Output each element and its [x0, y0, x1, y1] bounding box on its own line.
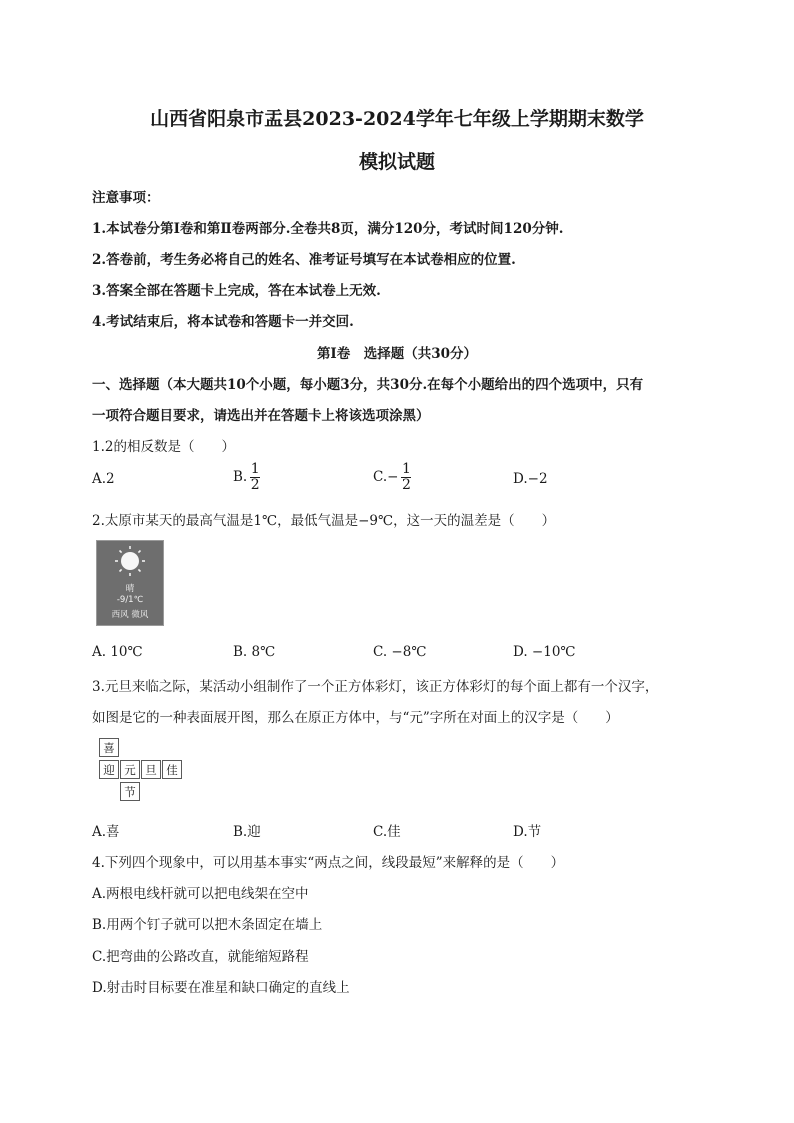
- q2-option-a: A. 10℃: [92, 644, 143, 660]
- q2-option-c: C. −8℃: [373, 644, 427, 660]
- notice-heading: 注意事项：: [92, 190, 160, 206]
- q1-stem: 1.2的相反数是（ ）: [92, 439, 235, 455]
- weather-card: [96, 540, 164, 626]
- net-cell-row-3: 旦: [141, 760, 161, 779]
- q2-option-d: D. −10℃: [513, 644, 576, 660]
- section-title: 第Ⅰ卷 选择题（共30分）: [316, 346, 478, 362]
- weather-temperature: -9/1℃: [116, 595, 144, 605]
- q3-stem-line1: 3.元旦来临之际，某活动小组制作了一个正方体彩灯，该正方体彩灯的每个面上都有一个汉字，: [92, 679, 659, 695]
- weather-condition: 晴: [125, 584, 135, 594]
- q1-option-b-numerator: 1: [250, 461, 260, 477]
- notice-item-3: 3.答案全部在答题卡上完成，答在本试卷上无效.: [92, 283, 381, 299]
- q4-option-a: A.两根电线杆就可以把电线架在空中: [92, 886, 309, 902]
- net-cell-row-2: 元: [120, 760, 140, 779]
- sun-icon: [114, 545, 146, 577]
- net-cell-row-1: 迎: [99, 760, 119, 779]
- q1-option-b: [233, 462, 260, 493]
- page-subtitle: 模拟试题: [358, 151, 435, 173]
- q3-option-a: A.喜: [92, 824, 120, 840]
- section-instruction-line1: 一、选择题（本大题共10个小题，每小题3分，共30分.在每个小题给出的四个选项中，只有: [92, 377, 644, 393]
- q2-option-b: B. 8℃: [233, 644, 276, 660]
- q3-stem-line2: 如图是它的一种表面展开图，那么在原正方体中，与“元”字所在对面上的汉字是（ ）: [92, 710, 619, 726]
- q1-option-c-fraction: [401, 462, 411, 493]
- page-title: 山西省阳泉市盂县2023-2024学年七年级上学期期末数学: [150, 108, 644, 130]
- q3-option-c: C.佳: [373, 824, 401, 840]
- q3-option-b: B.迎: [233, 824, 261, 840]
- notice-item-2: 2.答卷前，考生务必将自己的姓名、准考证号填写在本试卷相应的位置.: [92, 252, 516, 268]
- q4-option-c: C.把弯曲的公路改直，就能缩短路程: [92, 949, 309, 965]
- q1-option-a: A.2: [92, 471, 115, 487]
- q1-option-d: D.−2: [513, 471, 548, 487]
- q2-stem: 2.太原市某天的最高气温是1℃，最低气温是−9℃，这一天的温差是（ ）: [92, 513, 556, 529]
- net-cell-row-4: 佳: [162, 760, 182, 779]
- q3-option-d: D.节: [513, 824, 542, 840]
- q1-option-b-denominator: 2: [250, 477, 260, 493]
- section-instruction-line2: 一项符合题目要求，请选出并在答题卡上将该选项涂黑）: [92, 408, 430, 424]
- q1-option-b-fraction: [250, 462, 260, 493]
- q4-stem: 4.下列四个现象中，可以用基本事实“两点之间，线段最短”来解释的是（ ）: [92, 855, 565, 871]
- notice-item-4: 4.考试结束后，将本试卷和答题卡一并交回.: [92, 314, 354, 330]
- q1-option-c-denominator: 2: [401, 477, 411, 493]
- notice-item-1: 1.本试卷分第Ⅰ卷和第Ⅱ卷两部分.全卷共8页，满分120分，考试时间120分钟.: [92, 221, 564, 237]
- q1-option-b-prefix: B.: [233, 469, 248, 485]
- q1-option-c-numerator: 1: [401, 461, 411, 477]
- net-cell-bottom: 节: [120, 782, 140, 801]
- q1-option-c-prefix: C.−: [373, 469, 399, 485]
- q4-option-d: D.射击时目标要在准星和缺口确定的直线上: [92, 980, 350, 996]
- q1-option-c: [373, 462, 411, 493]
- weather-wind: 西风 微风: [111, 610, 149, 620]
- net-cell-top: 喜: [99, 738, 119, 757]
- q4-option-b: B.用两个钉子就可以把木条固定在墙上: [92, 917, 323, 933]
